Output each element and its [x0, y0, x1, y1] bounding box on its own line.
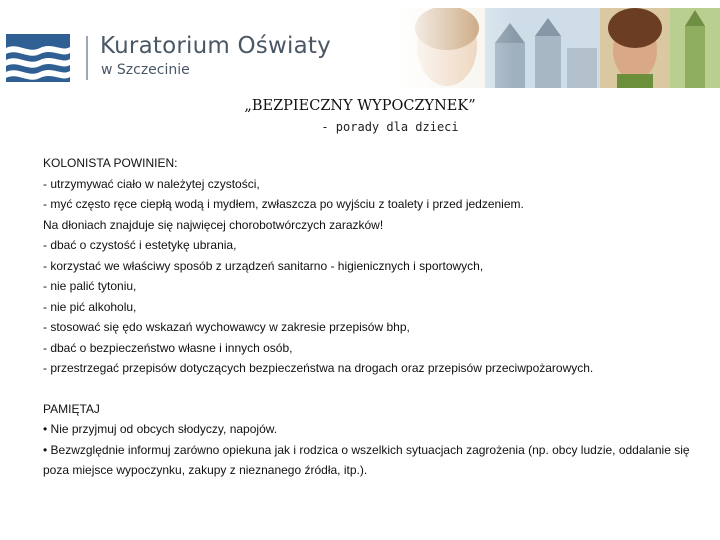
header-photo-fade: [395, 8, 515, 88]
list-item: - nie palić tytoniu,: [43, 279, 137, 293]
bullet-item: • Bezwzględnie informuj zarówno opiekuna jak i rodzica o wszelkich sytuacjach zagrożenia (np. obcy ludzie, oddalanie się poza miejsce wypoczynku, zakupy z nieznanego źródła, itp.).: [43, 442, 690, 477]
list-item: - dbać o bezpieczeństwo własne i innych osób,: [43, 340, 293, 355]
section-spacer: [43, 379, 693, 399]
list-item: Na dłoniach znajduje się najwięcej chorobotwórczych zarazków!: [43, 217, 384, 232]
header-banner: [0, 0, 720, 92]
org-location: w Szczecinie: [101, 62, 190, 78]
org-name: Kuratorium Oświaty: [100, 33, 331, 59]
list-item: - myć często ręce ciepłą wodą i mydłem, zwłaszcza po wyjściu z toalety i przed jedzeniem.: [43, 197, 524, 211]
bullet-item: • Nie przyjmuj od obcych słodyczy, napojów.: [43, 422, 278, 436]
list-item: - utrzymywać ciało w należytej czystości,: [43, 176, 260, 191]
document-body: [43, 153, 693, 481]
list-item: - nie pić alkoholu,: [43, 299, 137, 314]
logo-divider: [86, 36, 88, 80]
list-item: - przestrzegać przepisów dotyczących bezpieczeństwa na drogach oraz przepisów przeciwpożarowych.: [43, 361, 594, 375]
list-item: - dbać o czystość i estetykę ubrania,: [43, 238, 237, 252]
list-item: - korzystać we właściwy sposób z urządzeń sanitarno - higienicznych i sportowych,: [43, 258, 484, 273]
list-item: - stosować się ędo wskazań wychowawcy w zakresie przepisów bhp,: [43, 320, 410, 334]
document-subtitle: - porady dla dzieci: [321, 120, 459, 134]
kuratorium-logo-icon: [6, 34, 70, 82]
section-heading: PAMIĘTAJ: [43, 401, 100, 416]
document-title: „BEZPIECZNY WYPOCZYNEK”: [244, 98, 476, 114]
section-heading: KOLONISTA POWINIEN:: [43, 156, 178, 170]
